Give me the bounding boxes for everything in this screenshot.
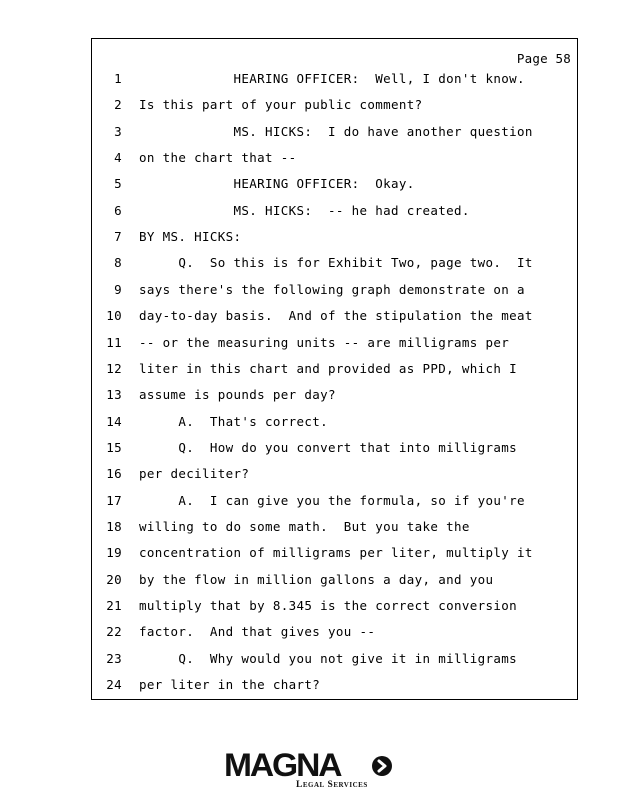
line-text: on the chart that -- <box>139 150 297 166</box>
transcript-line <box>92 71 577 97</box>
line-number: 21 <box>106 598 122 613</box>
line-number: 23 <box>106 650 122 666</box>
transcript-line <box>92 598 577 624</box>
transcript-line <box>92 308 577 334</box>
line-text: HEARING OFFICER: Well, I don't know. <box>139 71 525 86</box>
transcript-line <box>92 677 577 703</box>
transcript-line <box>92 255 577 281</box>
transcript-line <box>92 414 577 440</box>
line-number: 1 <box>114 71 122 86</box>
line-number: 13 <box>106 387 122 403</box>
line-text: Is this part of your public comment? <box>139 97 423 113</box>
line-text: willing to do some math. But you take the <box>139 518 470 534</box>
transcript-line <box>92 572 577 598</box>
transcript-line <box>92 176 577 202</box>
transcript-line <box>92 519 577 545</box>
transcript-line <box>92 282 577 308</box>
transcript-line <box>92 203 577 229</box>
transcript-line <box>92 624 577 650</box>
line-number: 9 <box>114 281 122 297</box>
logo-wordmark: MAGNA <box>224 747 341 783</box>
line-text: per deciliter? <box>139 466 250 482</box>
line-text: Q. So this is for Exhibit Two, page two. It <box>139 255 533 271</box>
transcript-line <box>92 150 577 176</box>
line-number: 6 <box>114 202 122 218</box>
line-text: MS. HICKS: -- he had created. <box>139 202 470 218</box>
line-text: BY MS. HICKS: <box>139 229 242 245</box>
line-text: per liter in the chart? <box>139 677 321 693</box>
line-number: 3 <box>114 123 122 139</box>
line-text: says there's the following graph demonstrate on a <box>139 281 525 297</box>
line-number: 4 <box>114 150 122 166</box>
transcript-line <box>92 466 577 492</box>
logo-subtitle: Legal Services <box>296 780 368 790</box>
magna-logo <box>224 748 394 792</box>
line-number: 11 <box>106 334 122 350</box>
transcript-line <box>92 335 577 361</box>
line-text: factor. And that gives you -- <box>139 624 376 640</box>
transcript-line <box>92 493 577 519</box>
transcript-line <box>92 361 577 387</box>
line-number: 16 <box>106 466 122 482</box>
line-number: 18 <box>106 518 122 534</box>
line-number: 17 <box>106 492 122 508</box>
line-number: 14 <box>106 413 122 429</box>
line-text: liter in this chart and provided as PPD, which I <box>139 360 518 376</box>
line-number: 22 <box>106 624 122 640</box>
line-text: multiply that by 8.345 is the correct conversion <box>139 598 518 613</box>
line-number: 19 <box>106 545 122 561</box>
transcript-line <box>92 97 577 123</box>
transcript-line <box>92 229 577 255</box>
transcript-page <box>91 38 578 700</box>
line-text: assume is pounds per day? <box>139 387 336 403</box>
line-text: day-to-day basis. And of the stipulation the meat <box>139 308 533 324</box>
line-number: 5 <box>114 176 122 192</box>
line-number: 20 <box>106 571 122 587</box>
transcript-line <box>92 124 577 150</box>
line-number: 15 <box>106 439 122 455</box>
line-text: Q. Why would you not give it in milligrams <box>139 650 518 666</box>
line-number: 2 <box>114 97 122 113</box>
transcript-line <box>92 440 577 466</box>
line-text: Q. How do you convert that into milligrams <box>139 439 518 455</box>
right-arrow-circle-icon <box>372 756 392 776</box>
line-text: A. That's correct. <box>139 413 329 429</box>
transcript-line <box>92 545 577 571</box>
line-number: 10 <box>106 308 122 324</box>
line-text: by the flow in million gallons a day, and you <box>139 571 494 587</box>
line-number: 12 <box>106 360 122 376</box>
transcript-line <box>92 387 577 413</box>
line-text: concentration of milligrams per liter, multiply it <box>139 545 533 561</box>
line-text: A. I can give you the formula, so if you're <box>139 492 525 508</box>
line-text: -- or the measuring units -- are milligrams per <box>139 334 510 350</box>
line-number: 7 <box>114 229 122 245</box>
line-text: HEARING OFFICER: Okay. <box>139 176 415 192</box>
page-number: Page 58 <box>516 51 571 66</box>
line-number: 8 <box>114 255 122 271</box>
transcript-line <box>92 651 577 677</box>
line-text: MS. HICKS: I do have another question <box>139 123 533 139</box>
line-number: 24 <box>106 677 122 693</box>
